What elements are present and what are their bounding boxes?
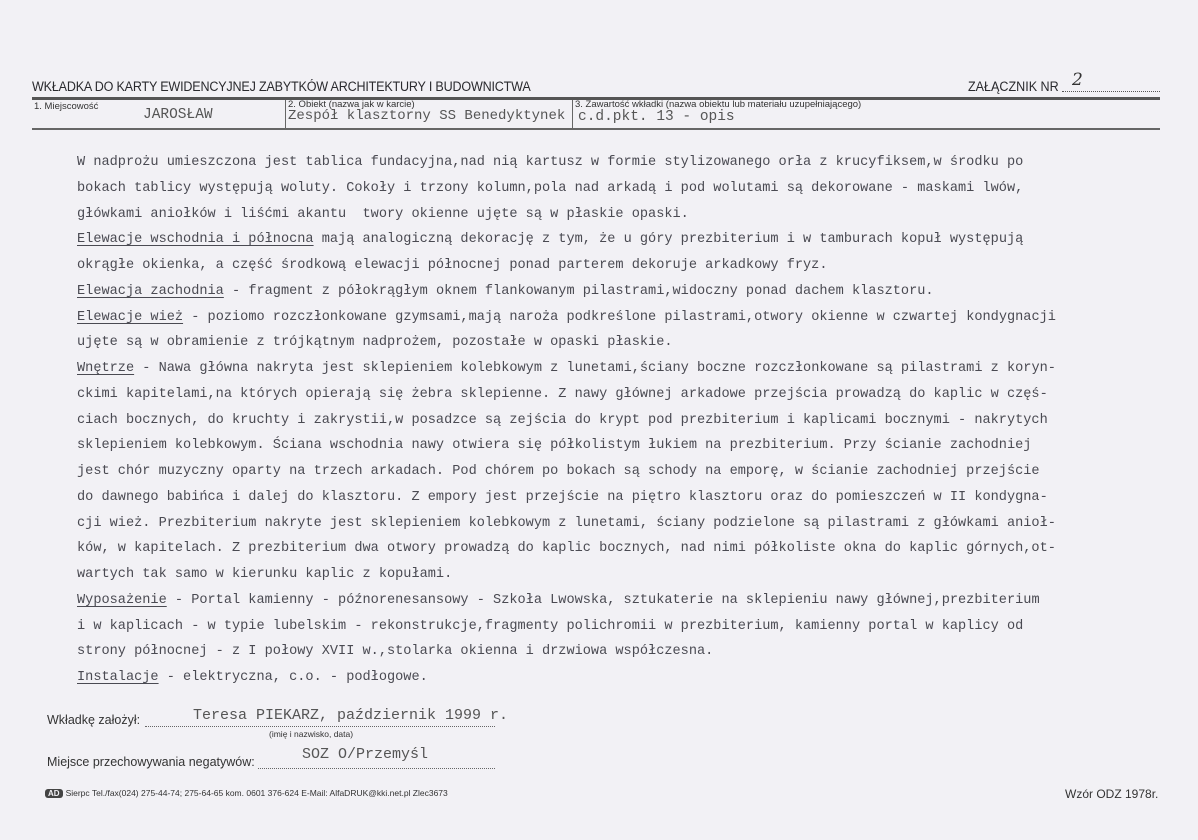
text-line (77, 485, 1056, 511)
text-line (77, 433, 1056, 459)
line-text: do dawnego babińca i dalej do klasztoru. Z empory jest przejście na piętro klasztoru oraz do pomieszczeń w II kondygna- (77, 489, 1048, 505)
printer-logo: AD (45, 789, 63, 798)
line-text: główkami aniołków i liśćmi akantu twory okienne ujęte są w płaskie opaski. (77, 206, 689, 222)
field-divider (572, 100, 573, 128)
line-text: wartych tak samo w kierunku kaplic z kopułami. (77, 567, 453, 582)
text-line (77, 665, 1056, 691)
line-text: jest chór muzyczny oparty na trzech arkadach. Pod chórem po bokach są schody na emporę, w ścianie zachodniej przejście (77, 464, 1040, 479)
field-label-object: 2. Obiekt (nazwa jak w karcie) (288, 99, 415, 110)
text-line (77, 279, 1056, 305)
author-dots (145, 726, 495, 727)
text-line (77, 150, 1056, 176)
text-line (77, 562, 1056, 588)
line-text: mają analogiczną dekorację z tym, że u góry prezbiterium i w tamburach kopuł występują (313, 232, 1024, 248)
text-line (77, 227, 1056, 253)
description-body (77, 150, 1056, 691)
author-value: Teresa PIEKARZ, październik 1999 r. (193, 707, 509, 724)
text-line (77, 305, 1056, 331)
text-line (77, 536, 1056, 562)
negatives-label: Miejsce przechowywania negatywów: (47, 755, 255, 769)
negatives-value: SOZ O/Przemyśl (302, 746, 429, 763)
line-text: strony północnej - z I połowy XVII w.,stolarka okienna i drzwiowa współczesna. (77, 644, 714, 660)
line-text: bokach tablicy występują woluty. Cokoły i trzony kolumn,pola nad arkadą i pod wolutami są dekorowane - maskami lwów, (77, 180, 1024, 196)
attachment-number: 2 (1072, 70, 1083, 90)
form-title: WKŁADKA DO KARTY EWIDENCYJNEJ ZABYTKÓW ARCHITEKTURY I BUDOWNICTWA (32, 79, 531, 94)
field-label-contents: 3. Zawartość wkładki (nazwa obiektu lub materiału uzupełniającego) (575, 99, 862, 110)
printer-details: Sierpc Tel./fax(024) 275-44-74; 275-64-65 kom. 0601 376-624 E-Mail: AlfaDRUK@kki.net.pl Zlec3673 (65, 788, 448, 798)
section-heading: Wyposażenie (77, 592, 167, 608)
line-text: ciach bocznych, do kruchty i zakrystii,w posadzce są zejścia do krypt pod prezbiterium i kaplicami bocznymi - nakrytych (77, 412, 1048, 428)
attachment-dots (1062, 91, 1160, 92)
field-value-location: JAROSŁAW (143, 107, 213, 123)
field-value-object: Zespół klasztorny SS Benedyktynek (288, 108, 566, 124)
section-heading: Elewacja zachodnia (77, 283, 224, 299)
text-line (77, 459, 1056, 485)
line-text: - poziomo rozczłonkowane gzymsami,mają naroża podkreślone pilastrami,otwory okienne w czwartej kondygnacji (183, 309, 1056, 325)
line-text: ckimi kapitelami,na których opierają się żebra sklepienne. Z nawy głównej arkadowe przejścia prowadzą do kaplic w częś- (77, 386, 1048, 402)
text-line (77, 330, 1056, 356)
line-text: sklepieniem kolebkowym. Ściana wschodnia nawy otwiera się półkolistym łukiem na prezbiterium. Przy ścianie zachodniej (77, 438, 1032, 454)
line-text: - fragment z półokrągłym oknem flankowanym pilastrami,widoczny ponad dachem klasztoru. (223, 283, 934, 299)
field-label-location: 1. Miejscowość (34, 101, 99, 112)
printer-info (45, 788, 448, 798)
line-text: cji wież. Prezbiterium nakryte jest sklepieniem kolebkowym z lunetami, ściany podzielone są pilastrami z główkami anioł- (77, 515, 1056, 531)
line-text: ków, w kapitelach. Z prezbiterium dwa otwory prowadzą do kaplic bocznych, nad nimi półkoliste okna do kaplic górnych,ot- (77, 541, 1056, 557)
text-line (77, 614, 1056, 640)
text-line (77, 511, 1056, 537)
text-line (77, 408, 1056, 434)
line-text: - Nawa główna nakryta jest sklepieniem kolebkowym z lunetami,ściany boczne rozczłonkowane są pilastrami z koryn- (134, 361, 1056, 376)
author-hint: (imię i nazwisko, data) (269, 729, 354, 739)
negatives-dots (258, 768, 495, 769)
text-line (77, 588, 1056, 614)
text-line (77, 202, 1056, 228)
text-line (77, 356, 1056, 382)
text-line (77, 253, 1056, 279)
form-code: Wzór ODZ 1978r. (1065, 787, 1159, 801)
attachment-label: ZAŁĄCZNIK NR (968, 79, 1059, 94)
field-value-contents: c.d.pkt. 13 - opis (578, 109, 735, 125)
line-text: - elektryczna, c.o. - podłogowe. (158, 670, 428, 685)
line-text: W nadprożu umieszczona jest tablica fundacyjna,nad nią kartusz w formie stylizowanego orła z krucyfiksem,w środku po (77, 155, 1024, 170)
text-line (77, 176, 1056, 202)
line-text: okrągłe okienka, a część środkową elewacji północnej ponad parterem dekoruje arkadkowy fryz. (77, 258, 828, 273)
section-heading: Instalacje (77, 670, 159, 685)
fields-rule (32, 128, 1160, 130)
line-text: i w kaplicach - w typie lubelskim - rekonstrukcje,fragmenty polichromii w prezbiterium, kamienny portal w kaplicy od (77, 618, 1024, 634)
field-divider (285, 100, 286, 128)
line-text: ujęte są w obramienie z trójkątnym nadprożem, pozostałe w opaski płaskie. (77, 335, 673, 351)
section-heading: Elewacje wież (77, 309, 184, 325)
line-text: - Portal kamienny - późnorenesansowy - Szkoła Lwowska, sztukaterie na sklepieniu nawy głównej,prezbiterium (166, 592, 1040, 608)
author-label: Wkładkę założył: (47, 713, 141, 727)
section-heading: Elewacje wschodnia i północna (77, 232, 314, 248)
text-line (77, 382, 1056, 408)
text-line (77, 639, 1056, 665)
section-heading: Wnętrze (77, 361, 135, 376)
